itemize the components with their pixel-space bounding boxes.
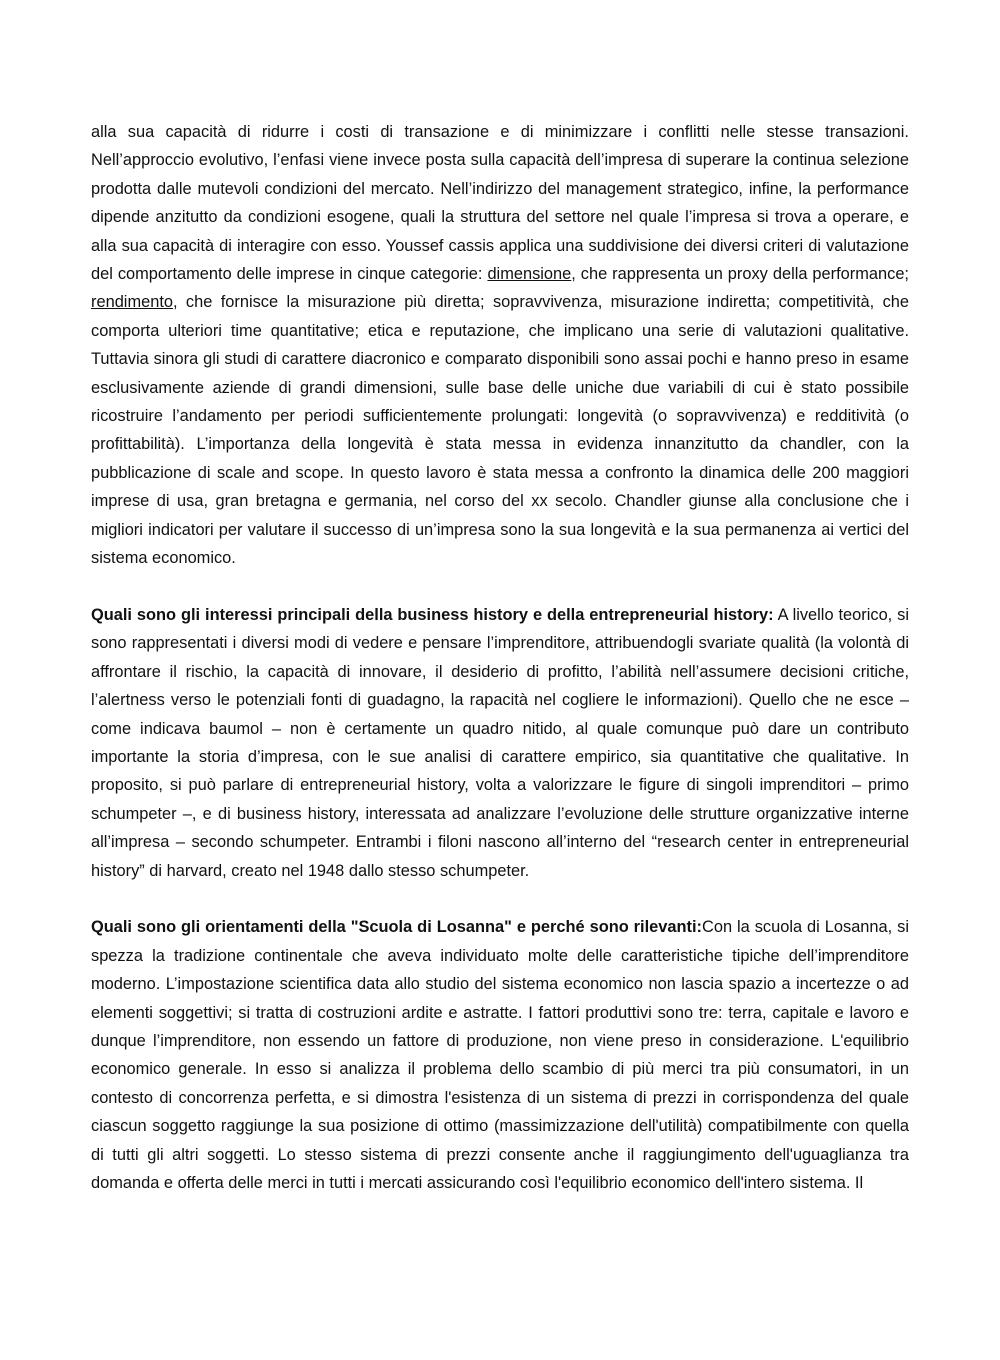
paragraph-business-history [91, 601, 909, 885]
underlined-term-dimensione: dimensione [487, 265, 572, 284]
paragraph-text: , che rappresenta un proxy della performance; [571, 265, 909, 284]
paragraph-performance [91, 118, 909, 573]
section-question-heading: Quali sono gli interessi principali della business history e della entrepreneurial history: [91, 605, 774, 624]
paragraph-spacer [91, 573, 909, 601]
paragraph-text: alla sua capacità di ridurre i costi di transazione e di minimizzare i conflitti nelle stesse transazioni. Nell’approccio evolutivo, l’enfasi viene invece posta sulla capacità dell’impresa di superare la continua selezione prodotta dalle mutevoli condizioni del mercato. Nell’indirizzo del management strategico, infine, la performance dipende anzitutto da condizioni esogene, quali la struttura del settore nel quale l’impresa si trova a operare, e alla sua capacità di interagire con esso. Youssef cassis applica una suddivisione dei diversi criteri di valutazione del comportamento delle imprese in cinque categorie: [91, 123, 909, 284]
paragraph-text: A livello teorico, si sono rappresentati i diversi modi di vedere e pensare l’imprenditore, attribuendogli svariate qualità (la volontà di affrontare il rischio, la capacità di innovare, il desiderio di profitto, l’abilità nell’assumere decisioni critiche, l’alertness verso le potenziali fonti di guadagno, la rapacità nel cogliere le informazioni). Quello che ne esce – come indicava baumol – non è certamente un quadro nitido, al quale comunque può dare un contributo importante la storia d’impresa, con le sue analisi di carattere empirico, sia quantitative che qualitative. In proposito, si può parlare di entrepreneurial history, volta a valorizzare le figure di singoli imprenditori – primo schumpeter –, e di business history, interessata ad analizzare l’evoluzione delle strutture organizzative interne all’impresa – secondo schumpeter. Entrambi i filoni nascono all’interno del “research center in entrepreneurial history” di harvard, creato nel 1948 dallo stesso schumpeter. [91, 605, 909, 880]
underlined-term-rendimento: rendimento [91, 293, 174, 312]
document-page [91, 118, 909, 1197]
paragraph-spacer [91, 885, 909, 913]
paragraph-scuola-losanna [91, 913, 909, 1197]
paragraph-text: Con la scuola di Losanna, si spezza la tradizione continentale che aveva individuato molte delle caratteristiche tipiche dell’imprenditore moderno. L’impostazione scientifica data allo studio del sistema economico non lascia spazio a incertezze o ad elementi soggettivi; si tratta di costruzioni ardite e astratte. I fattori produttivi sono tre: terra, capitale e lavoro e dunque l’imprenditore, non essendo un fattore di produzione, non viene preso in considerazione. L'equilibrio economico generale. In esso si analizza il problema dello scambio di più merci tra più consumatori, in un contesto di concorrenza perfetta, e si dimostra l'esistenza di un sistema di prezzi in corrispondenza del quale ciascun soggetto raggiunge la sua posizione di ottimo (massimizzazione dell'utilità) compatibilmente con quella di tutti gli altri soggetti. Lo stesso sistema di prezzi consente anche il raggiungimento dell'uguaglianza tra domanda e offerta delle merci in tutti i mercati assicurando così l'equilibrio economico dell'intero sistema. Il [91, 918, 909, 1192]
section-question-heading: Quali sono gli orientamenti della "Scuola di Losanna" e perché sono rilevanti: [91, 918, 702, 937]
paragraph-text: , che fornisce la misurazione più diretta; sopravvivenza, misurazione indiretta; competitività, che comporta ulteriori time quantitative; etica e reputazione, che implicano una serie di valutazioni qualitative. Tuttavia sinora gli studi di carattere diacronico e comparato disponibili sono assai pochi e hanno preso in esame esclusivamente aziende di grandi dimensioni, sulle base delle uniche due variabili di cui è stato possibile ricostruire l’andamento per periodi sufficientemente prolungati: longevità (o sopravvivenza) e redditività (o profittabilità). L’importanza della longevità è stata messa in evidenza innanzitutto da chandler, con la pubblicazione di scale and scope. In questo lavoro è stata messa a confronto la dinamica delle 200 maggiori imprese di usa, gran bretagna e germania, nel corso del xx secolo. Chandler giunse alla conclusione che i migliori indicatori per valutare il successo di un’impresa sono la sua longevità e la sua permanenza ai vertici del sistema economico. [91, 293, 909, 568]
